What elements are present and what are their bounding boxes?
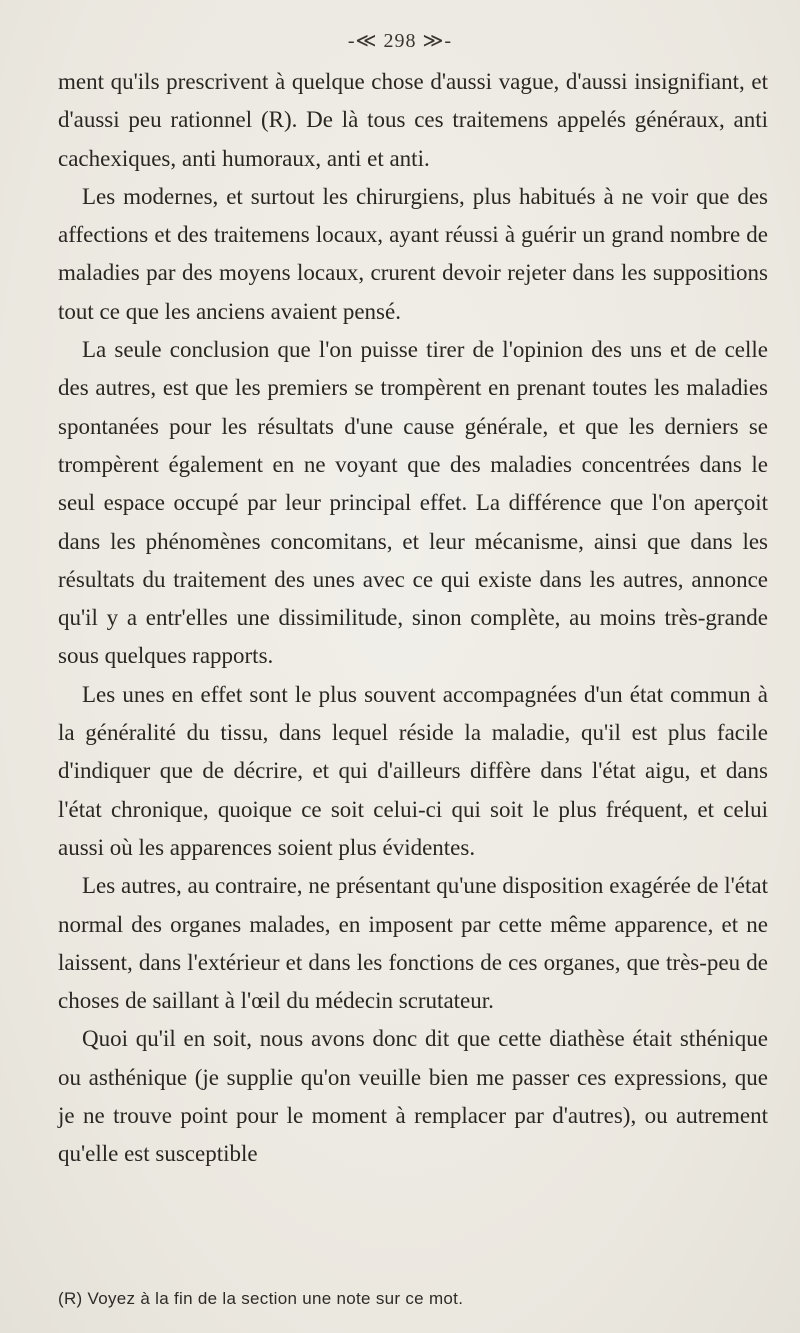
paragraph-conclusion: La seule conclusion que l'on puisse tirer de l'opinion des uns et de celle des autres, est que les premiers se trompèrent en prenant toutes les maladies spontanées pour les résultats d'une cause générale, et que les derniers se trompèrent également en ne voyant que des maladies concentrées dans le seul espace occupé par leur principal effet. La différence que l'on aperçoit dans les phénomènes concomitans, et leur mécanisme, ainsi que dans les résultats du traitement des unes avec ce qui existe dans les autres, annonce qu'il y a entr'elles une dissimilitude, sinon complète, au moins très-grande sous quelques rapports.	[58, 337, 768, 669]
paragraph-modernes: Les modernes, et surtout les chirurgiens, plus habitués à ne voir que des affections et des traitemens locaux, ayant réussi à guérir un grand nombre de maladies par des moyens locaux, crurent devoir rejeter dans les suppositions tout ce que les anciens avaient pensé.	[58, 183, 768, 324]
paragraph-unes: Les unes en effet sont le plus souvent accompagnées d'un état commun à la généralité du tissu, dans lequel réside la maladie, qu'il est plus facile d'indiquer que de décrire, et qui d'ailleurs diffère dans l'état aigu, et dans l'état chronique, quoique ce soit celui-ci qui soit le plus fréquent, et celui aussi où les apparences soient plus évidentes.	[58, 681, 768, 860]
paragraph-continuation: ment qu'ils prescrivent à quelque chose d'aussi vague, d'aussi insignifiant, et d'aussi peu rationnel (R). De là tous ces traitemens appelés généraux, anti cachexiques, anti humoraux, anti et anti.	[58, 69, 768, 171]
footnote: (R) Voyez à la fin de la section une note sur ce mot.	[58, 1289, 464, 1308]
page-number-header: -≪ 298 ≫-	[347, 30, 453, 52]
paragraph-autres: Les autres, au contraire, ne présentant qu'une disposition exagérée de l'état normal des organes malades, en imposent par cette même apparence, et ne laissent, dans l'extérieur et dans les fonctions de ces organes, que très-peu de choses de saillant à l'œil du médecin scrutateur.	[58, 873, 768, 1014]
paragraph-diathese: Quoi qu'il en soit, nous avons donc dit que cette diathèse était sthénique ou asthénique (je supplie qu'on veuille bien me passer ces expressions, que je ne trouve point pour le moment à remplacer par d'autres), ou autrement qu'elle est susceptible	[58, 1026, 768, 1167]
body-text	[58, 63, 768, 1174]
